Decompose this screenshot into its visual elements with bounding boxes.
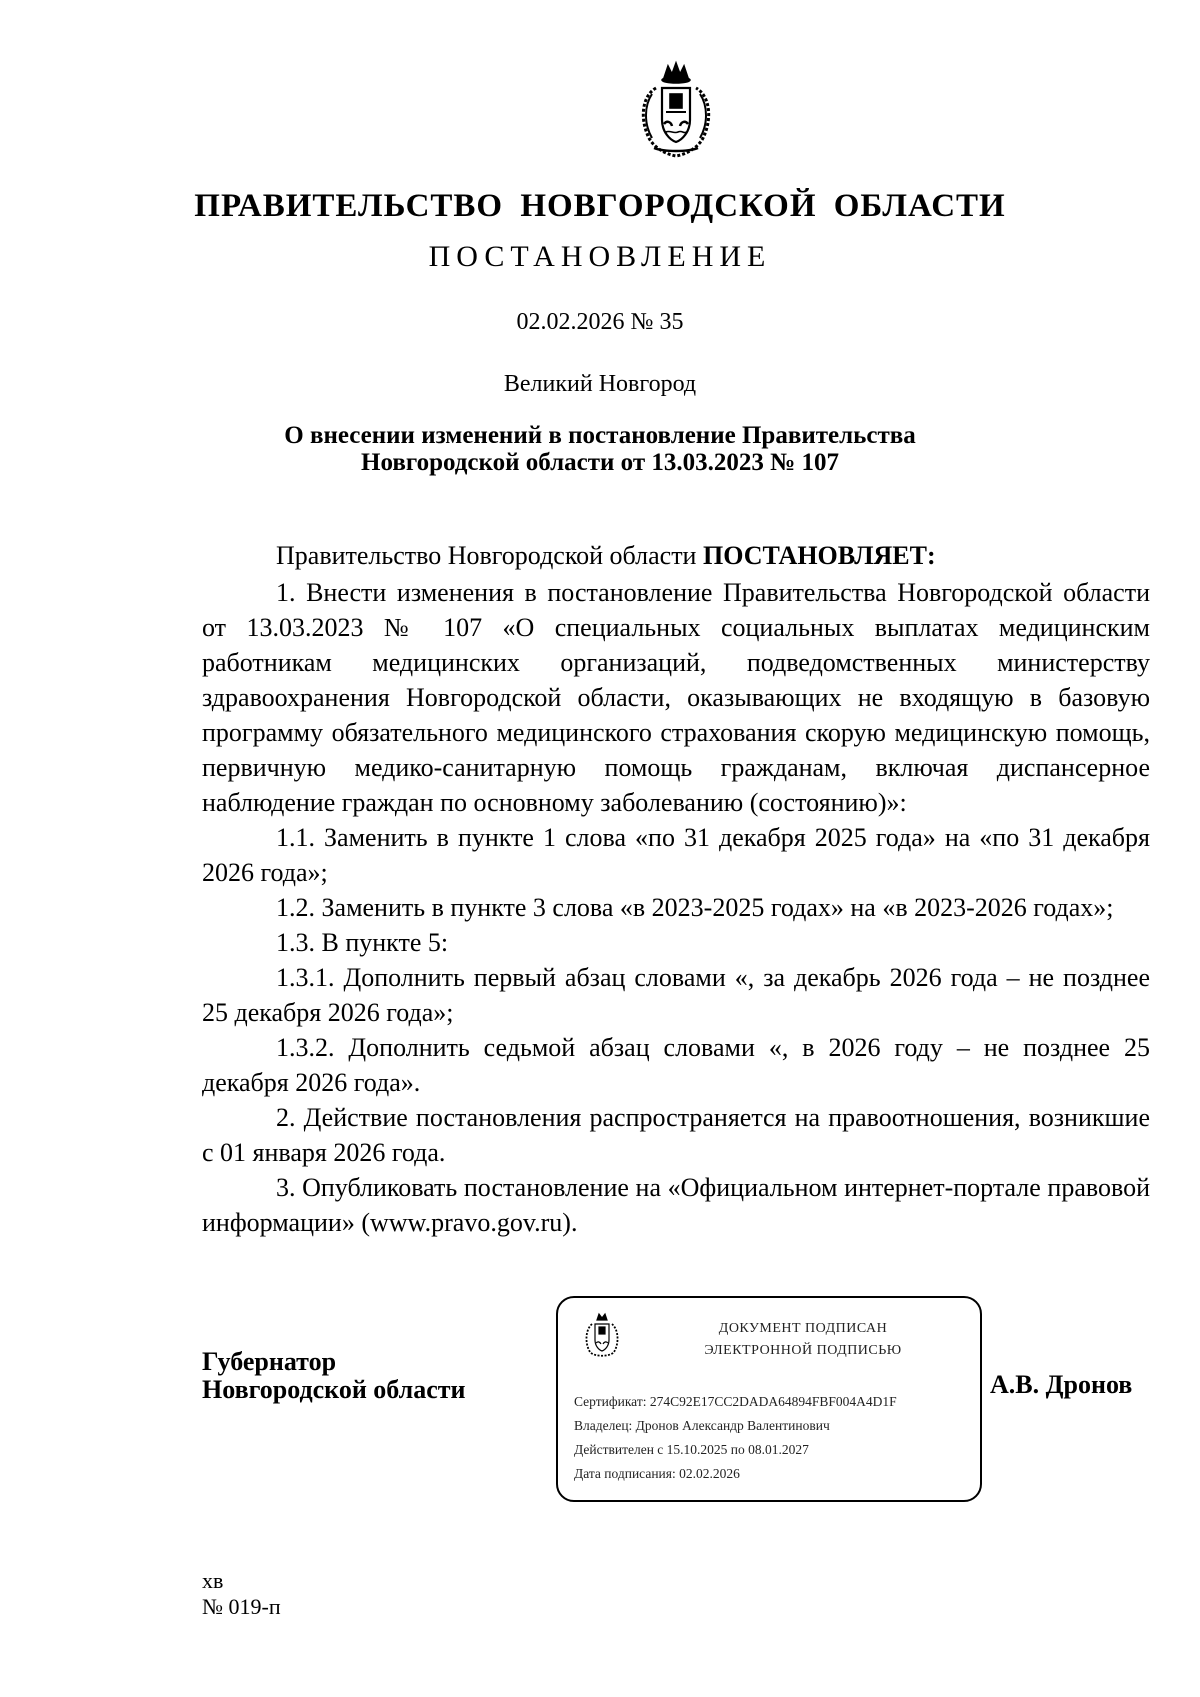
footer-number: № 019-п [202,1594,281,1619]
preamble-text: Правительство Новгородской области [276,541,703,570]
subject-line-2: Новгородской области от 13.03.2023 № 107 [361,449,839,476]
preamble [202,538,1150,573]
stamp-signed-date: Дата подписания: 02.02.2026 [574,1466,740,1481]
stamp-header-line-2: ЭЛЕКТРОННОЙ ПОДПИСЬЮ [704,1343,902,1358]
stamp-header [638,1318,968,1362]
paragraph-1-3: 1.3. В пункте 5: [276,928,449,957]
signer-position-line-1: Губернатор [202,1347,337,1376]
novgorod-coat-of-arms-icon [634,60,718,160]
stamp-owner: Владелец: Дронов Александр Валентинович [574,1418,830,1433]
coat-of-arms-icon [582,1312,622,1360]
signer-position [202,1348,466,1404]
government-title: ПРАВИТЕЛЬСТВО НОВГОРОДСКОЙ ОБЛАСТИ [194,188,1006,224]
paragraph-1-1: 1.1. Заменить в пункте 1 слова «по 31 декабря 2025 года» на «по 31 декабря 2026 года»; [202,823,1150,887]
subject-line-1: О внесении изменений в постановление Правительства [284,422,916,449]
preamble-resolves: ПОСТАНОВЛЯЕТ: [702,541,936,570]
electronic-signature-stamp [556,1296,982,1502]
stamp-details [574,1390,897,1486]
paragraph-3: 3. Опубликовать постановление на «Официальном интернет-портале правовой информации» (www.pravo.gov.ru). [202,1173,1150,1237]
paragraph-1-2: 1.2. Заменить в пункте 3 слова «в 2023-2025 годах» на «в 2023-2026 годах»; [276,893,1114,922]
document-type: ПОСТАНОВЛЕНИЕ [428,240,772,273]
document-city: Великий Новгород [503,371,697,397]
paragraph-1-3-2: 1.3.2. Дополнить седьмой абзац словами «, в 2026 году – не позднее 25 декабря 2026 года». [202,1033,1150,1097]
stamp-header-line-1: ДОКУМЕНТ ПОДПИСАН [718,1321,888,1336]
document-date-number: 02.02.2026 № 35 [516,309,684,335]
paragraph-1-3-1: 1.3.1. Дополнить первый абзац словами «, за декабрь 2026 года – не позднее 25 декабря 2026 года»; [202,963,1150,1027]
document-subject [0,422,1200,476]
signer-position-line-2: Новгородской области [202,1375,466,1404]
stamp-certificate: Сертификат: 274C92E17CC2DADA64894FBF004A4D1F [574,1394,897,1409]
footer-initials: хв [202,1568,224,1593]
paragraph-1: 1. Внести изменения в постановление Правительства Новгородской области от 13.03.2023 № 107 «О специальных социальных выплатах медицинским работникам медицинских организаций, подведомственных министерству здравоохранения Новгородской области, оказывающих не входящую в базовую программу обязательного медицинского страхования скорую медицинскую помощь, первичную медико-санитарную помощь гражданам, включая диспансерное наблюдение граждан по основному заболеванию (состоянию)»: [202,578,1150,817]
document-footer-code [202,1568,281,1620]
paragraph-2: 2. Действие постановления распространяется на правоотношения, возникшие с 01 января 2026 года. [202,1103,1150,1167]
stamp-validity: Действителен с 15.10.2025 по 08.01.2027 [574,1442,809,1457]
signer-name: А.В. Дронов [990,1370,1133,1399]
document-body [202,538,1150,1240]
